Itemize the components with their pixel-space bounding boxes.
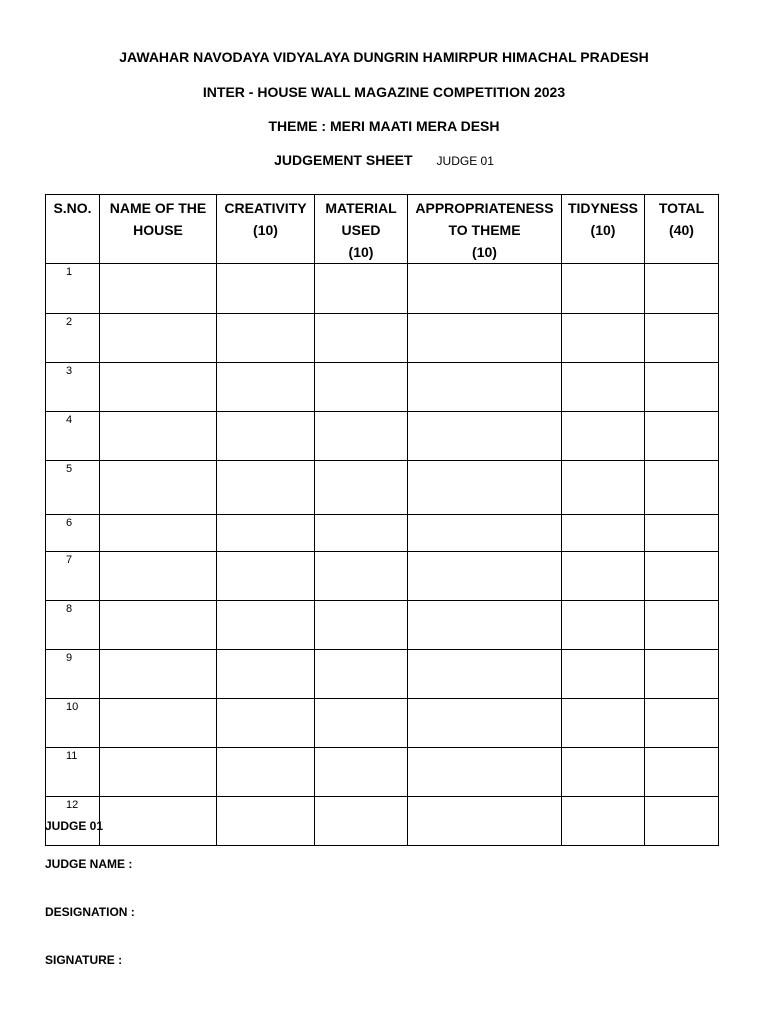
col-tidyness-cell[interactable] xyxy=(562,650,645,699)
header-text: APPROPRIATENESS xyxy=(415,200,554,216)
table-row xyxy=(46,363,719,412)
col-total-header xyxy=(645,195,719,264)
col-appropriateness-cell[interactable] xyxy=(408,601,562,650)
col-total-cell[interactable] xyxy=(645,797,719,846)
col-house-name-cell[interactable] xyxy=(100,650,217,699)
col-material-used-cell[interactable] xyxy=(315,650,408,699)
header-text: TO THEME xyxy=(448,222,521,238)
col-house-name-cell[interactable] xyxy=(100,748,217,797)
col-appropriateness-cell[interactable] xyxy=(408,264,562,314)
serial-number-cell: 8 xyxy=(46,601,100,650)
col-total-cell[interactable] xyxy=(645,363,719,412)
col-total-cell[interactable] xyxy=(645,515,719,552)
table-row xyxy=(46,515,719,552)
col-total-cell[interactable] xyxy=(645,412,719,461)
col-tidyness-cell[interactable] xyxy=(562,748,645,797)
col-tidyness-cell[interactable] xyxy=(562,797,645,846)
col-creativity-cell[interactable] xyxy=(217,552,315,601)
col-creativity-cell[interactable] xyxy=(217,461,315,515)
competition-title: INTER - HOUSE WALL MAGAZINE COMPETITION 2023 xyxy=(202,84,566,100)
table-row xyxy=(46,412,719,461)
col-total-cell[interactable] xyxy=(645,650,719,699)
col-total-cell[interactable] xyxy=(645,314,719,363)
col-tidyness-cell[interactable] xyxy=(562,363,645,412)
col-material-used-cell[interactable] xyxy=(315,412,408,461)
col-tidyness-cell[interactable] xyxy=(562,314,645,363)
col-material-used-cell[interactable] xyxy=(315,461,408,515)
school-title: JAWAHAR NAVODAYA VIDYALAYA DUNGRIN HAMIRPUR HIMACHAL PRADESH xyxy=(119,49,649,65)
col-total-cell[interactable] xyxy=(645,552,719,601)
judgement-table xyxy=(45,194,719,846)
col-house-name-cell[interactable] xyxy=(100,412,217,461)
header-row xyxy=(46,195,719,264)
col-total-cell[interactable] xyxy=(645,748,719,797)
col-appropriateness-header xyxy=(408,195,562,264)
col-appropriateness-cell[interactable] xyxy=(408,314,562,363)
col-material-used-header xyxy=(315,195,408,264)
header-text: S.NO. xyxy=(53,200,92,216)
serial-number-cell: 2 xyxy=(46,314,100,363)
col-appropriateness-cell[interactable] xyxy=(408,461,562,515)
header-text: TIDYNESS xyxy=(567,200,638,216)
table-row xyxy=(46,699,719,748)
col-creativity-cell[interactable] xyxy=(217,412,315,461)
col-creativity-cell[interactable] xyxy=(217,699,315,748)
col-tidyness-cell[interactable] xyxy=(562,699,645,748)
col-house-name-header xyxy=(100,195,217,264)
col-appropriateness-cell[interactable] xyxy=(408,412,562,461)
sheet-title: JUDGEMENT SHEET xyxy=(274,152,413,168)
col-material-used-cell[interactable] xyxy=(315,699,408,748)
sheet-title-line xyxy=(0,152,768,168)
header-text: CREATIVITY xyxy=(224,200,307,216)
signature-label: SIGNATURE : xyxy=(45,953,123,967)
col-total-cell[interactable] xyxy=(645,699,719,748)
header-text: TOTAL xyxy=(658,200,705,216)
serial-number-cell: 6 xyxy=(46,515,100,552)
header-text: (40) xyxy=(669,222,694,238)
table-row xyxy=(46,461,719,515)
judge-name-label: JUDGE NAME : xyxy=(45,857,133,871)
col-tidyness-cell[interactable] xyxy=(562,461,645,515)
col-tidyness-cell[interactable] xyxy=(562,601,645,650)
col-creativity-cell[interactable] xyxy=(217,797,315,846)
table-row xyxy=(46,601,719,650)
judge-label: JUDGE 01 xyxy=(45,819,104,833)
header-text: USED xyxy=(341,222,381,238)
col-creativity-cell[interactable] xyxy=(217,314,315,363)
serial-number-cell: 11 xyxy=(46,748,100,797)
table-row xyxy=(46,314,719,363)
header-text: MATERIAL xyxy=(325,200,397,216)
col-house-name-cell[interactable] xyxy=(100,363,217,412)
col-total-cell[interactable] xyxy=(645,264,719,314)
col-material-used-cell[interactable] xyxy=(315,748,408,797)
col-material-used-cell[interactable] xyxy=(315,797,408,846)
table-row xyxy=(46,797,719,846)
serial-number-cell: 3 xyxy=(46,363,100,412)
col-creativity-cell[interactable] xyxy=(217,515,315,552)
col-creativity-cell[interactable] xyxy=(217,748,315,797)
table-row xyxy=(46,264,719,314)
col-tidyness-cell[interactable] xyxy=(562,515,645,552)
theme-title: THEME : MERI MAATI MERA DESH xyxy=(268,118,500,134)
serial-number-cell: 5 xyxy=(46,461,100,515)
col-appropriateness-cell[interactable] xyxy=(408,748,562,797)
col-material-used-cell[interactable] xyxy=(315,264,408,314)
col-appropriateness-cell[interactable] xyxy=(408,797,562,846)
col-house-name-cell[interactable] xyxy=(100,699,217,748)
col-house-name-cell[interactable] xyxy=(100,461,217,515)
col-house-name-cell[interactable] xyxy=(100,515,217,552)
col-total-cell[interactable] xyxy=(645,461,719,515)
col-appropriateness-cell[interactable] xyxy=(408,552,562,601)
col-material-used-cell[interactable] xyxy=(315,314,408,363)
col-house-name-cell[interactable] xyxy=(100,601,217,650)
col-material-used-cell[interactable] xyxy=(315,515,408,552)
col-tidyness-cell[interactable] xyxy=(562,552,645,601)
col-creativity-header xyxy=(217,195,315,264)
col-creativity-cell[interactable] xyxy=(217,601,315,650)
col-appropriateness-cell[interactable] xyxy=(408,363,562,412)
serial-number-cell: 7 xyxy=(46,552,100,601)
header-text: (10) xyxy=(472,244,497,260)
col-appropriateness-cell[interactable] xyxy=(408,650,562,699)
col-total-cell[interactable] xyxy=(645,601,719,650)
col-tidyness-cell[interactable] xyxy=(562,264,645,314)
serial-number-cell: 4 xyxy=(46,412,100,461)
serial-number-cell: 12 xyxy=(46,797,100,846)
header-text: (10) xyxy=(590,222,616,238)
col-house-name-cell[interactable] xyxy=(100,264,217,314)
col-house-name-cell[interactable] xyxy=(100,552,217,601)
col-material-used-cell[interactable] xyxy=(315,601,408,650)
col-material-used-cell[interactable] xyxy=(315,552,408,601)
judge-tag: JUDGE 01 xyxy=(436,154,494,168)
col-appropriateness-cell[interactable] xyxy=(408,515,562,552)
col-creativity-cell[interactable] xyxy=(217,264,315,314)
col-sno-header xyxy=(46,195,100,264)
header-text: NAME OF THE xyxy=(109,200,207,216)
serial-number-cell: 1 xyxy=(46,264,100,314)
table-row xyxy=(46,650,719,699)
header-text: (10) xyxy=(348,244,374,260)
header-text: HOUSE xyxy=(133,222,183,238)
col-appropriateness-cell[interactable] xyxy=(408,699,562,748)
col-house-name-cell[interactable] xyxy=(100,314,217,363)
col-house-name-cell[interactable] xyxy=(100,797,217,846)
serial-number-cell: 9 xyxy=(46,650,100,699)
col-creativity-cell[interactable] xyxy=(217,650,315,699)
table-row xyxy=(46,552,719,601)
col-tidyness-header xyxy=(562,195,645,264)
col-creativity-cell[interactable] xyxy=(217,363,315,412)
col-material-used-cell[interactable] xyxy=(315,363,408,412)
col-tidyness-cell[interactable] xyxy=(562,412,645,461)
header-text: (10) xyxy=(253,222,278,238)
designation-label: DESIGNATION : xyxy=(45,905,135,919)
serial-number-cell: 10 xyxy=(46,699,100,748)
table-row xyxy=(46,748,719,797)
